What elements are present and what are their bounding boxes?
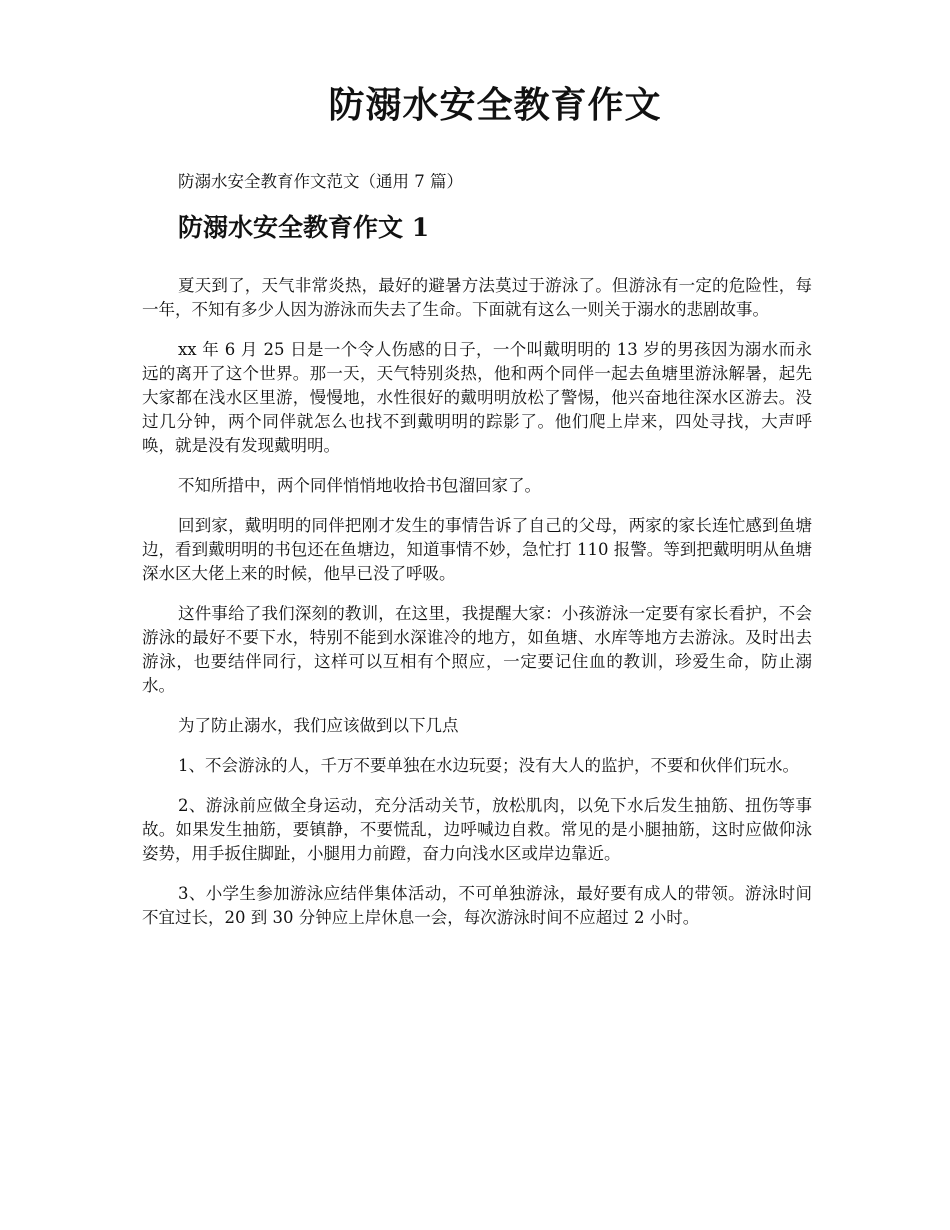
paragraph: 回到家，戴明明的同伴把刚才发生的事情告诉了自己的父母，两家的家长连忙感到鱼塘边，看到戴明明的书包还在鱼塘边，知道事情不妙，急忙打 110 报警。等到把戴明明从鱼塘深水区大佬上来的时候，他早已没了呼吸。 [142, 516, 812, 583]
paragraph: 这件事给了我们深刻的教训，在这里，我提醒大家：小孩游泳一定要有家长看护，不会游泳的最好不要下水，特别不能到水深谁冷的地方，如鱼塘、水库等地方去游泳。及时出去游泳，也要结伴同行，这样可以互相有个照应，一定要记住血的教训，珍爱生命，防止溺水。 [142, 604, 812, 695]
section-heading: 防溺水安全教育作文 1 [178, 213, 430, 242]
document-subtitle: 防溺水安全教育作文范文（通用 7 篇） [178, 172, 463, 191]
paragraph: 不知所措中，两个同伴悄悄地收拾书包溜回家了。 [178, 476, 541, 495]
paragraph: 夏天到了，天气非常炎热，最好的避暑方法莫过于游泳了。但游泳有一定的危险性，每一年，不知有多少人因为游泳而失去了生命。下面就有这么一则关于溺水的悲剧故事。 [142, 276, 812, 319]
list-item: 1、不会游泳的人，千万不要单独在水边玩耍；没有大人的监护，不要和伙伴们玩水。 [178, 756, 799, 775]
essay-body [142, 274, 812, 946]
paragraph: 为了防止溺水，我们应该做到以下几点 [178, 716, 459, 735]
paragraph: xx 年 6 月 25 日是一个令人伤感的日子，一个叫戴明明的 13 岁的男孩因为溺水而永远的离开了这个世界。那一天，天气特别炎热，他和两个同伴一起去鱼塘里游泳解暑，起先大家都在浅水区里游，慢慢地，水性很好的戴明明放松了警惕，他兴奋地往深水区游去。没过几分钟，两个同伴就怎么也找不到戴明明的踪影了。他们爬上岸来，四处寻找，大声呼唤，就是没有发现戴明明。 [142, 340, 812, 455]
list-item: 2、游泳前应做全身运动，充分活动关节，放松肌肉，以免下水后发生抽筋、扭伤等事故。如果发生抽筋，要镇静，不要慌乱，边呼喊边自救。常见的是小腿抽筋，这时应做仰泳姿势，用手扳住脚趾，小腿用力前蹬，奋力向浅水区或岸边靠近。 [142, 796, 812, 863]
document-title: 防溺水安全教育作文 [328, 84, 662, 126]
list-item: 3、小学生参加游泳应结伴集体活动，不可单独游泳，最好要有成人的带领。游泳时间不宜过长，20 到 30 分钟应上岸休息一会，每次游泳时间不应超过 2 小时。 [142, 884, 812, 927]
